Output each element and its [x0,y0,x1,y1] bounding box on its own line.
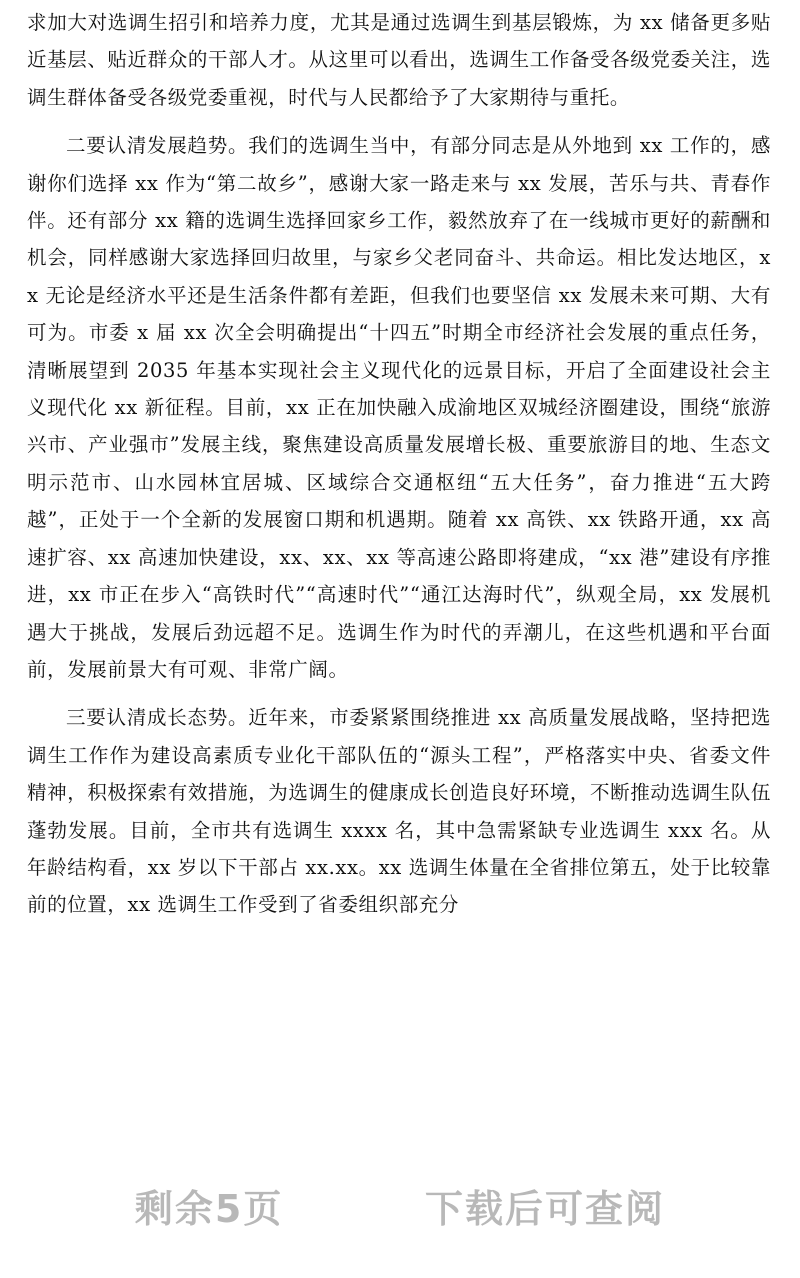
download-prompt-banner[interactable] [0,1170,800,1240]
paragraph-continuation: 求加大对选调生招引和培养力度，尤其是通过选调生到基层锻炼，为 xx 储备更多贴近基层、贴近群众的干部人才。从这里可以看出，选调生工作备受各级党委关注，选调生群体备受各级党委重视，时代与人民都给予了大家期待与重托。 [27,11,771,109]
remaining-pages-text[interactable]: 剩余5页 下载后可查阅 [134,1186,666,1231]
paragraph-development-trend: 二要认清发展趋势。我们的选调生当中，有部分同志是从外地到 xx 工作的，感谢你们选择 xx 作为“第二故乡”，感谢大家一路走来与 xx 发展，苦乐与共、青春作伴。还有部分 xx 籍的选调生选择回家乡工作，毅然放弃了在一线城市更好的薪酬和机会，同样感谢大家选择回归故里，与家乡父老同奋斗、共命运。相比发达地区，xx 无论是经济水平还是生活条件都有差距，但我们也要坚信 xx 发展未来可期、大有可为。市委 x 届 xx 次全会明确提出“十四五”时期全市经济社会发展的重点任务，清晰展望到 2035 年基本实现社会主义现代化的远景目标，开启了全面建设社会主义现代化 xx 新征程。目前，xx 正在加快融入成渝地区双城经济圈建设，围绕“旅游兴市、产业强市”发展主线，聚焦建设高质量发展增长极、重要旅游目的地、生态文明示范市、山水园林宜居城、区域综合交通枢纽“五大任务”，奋力推进“五大跨越”，正处于一个全新的发展窗口期和机遇期。随着 xx 高铁、xx 铁路开通，xx 高速扩容、xx 高速加快建设，xx、xx、xx 等高速公路即将建成，“xx 港”建设有序推进，xx 市正在步入“高铁时代”“高速时代”“通江达海时代”，纵观全局，xx 发展机遇大于挑战，发展后劲远超不足。选调生作为时代的弄潮儿，在这些机遇和平台面前，发展前景大有可观、非常广阔。 [27,134,771,681]
document-body [27,4,771,924]
paragraph-growth-trend: 三要认清成长态势。近年来，市委紧紧围绕推进 xx 高质量发展战略，坚持把选调生工作作为建设高素质专业化干部队伍的“源头工程”，严格落实中央、省委文件精神，积极探索有效措施，为选调生的健康成长创造良好环境，不断推动选调生队伍蓬勃发展。目前，全市共有选调生 xxxx 名，其中急需紧缺专业选调生 xxx 名。从年龄结构看，xx 岁以下干部占 xx.xx。xx 选调生体量在全省排位第五，处于比较靠前的位置，xx 选调生工作受到了省委组织部充分 [27,706,771,917]
